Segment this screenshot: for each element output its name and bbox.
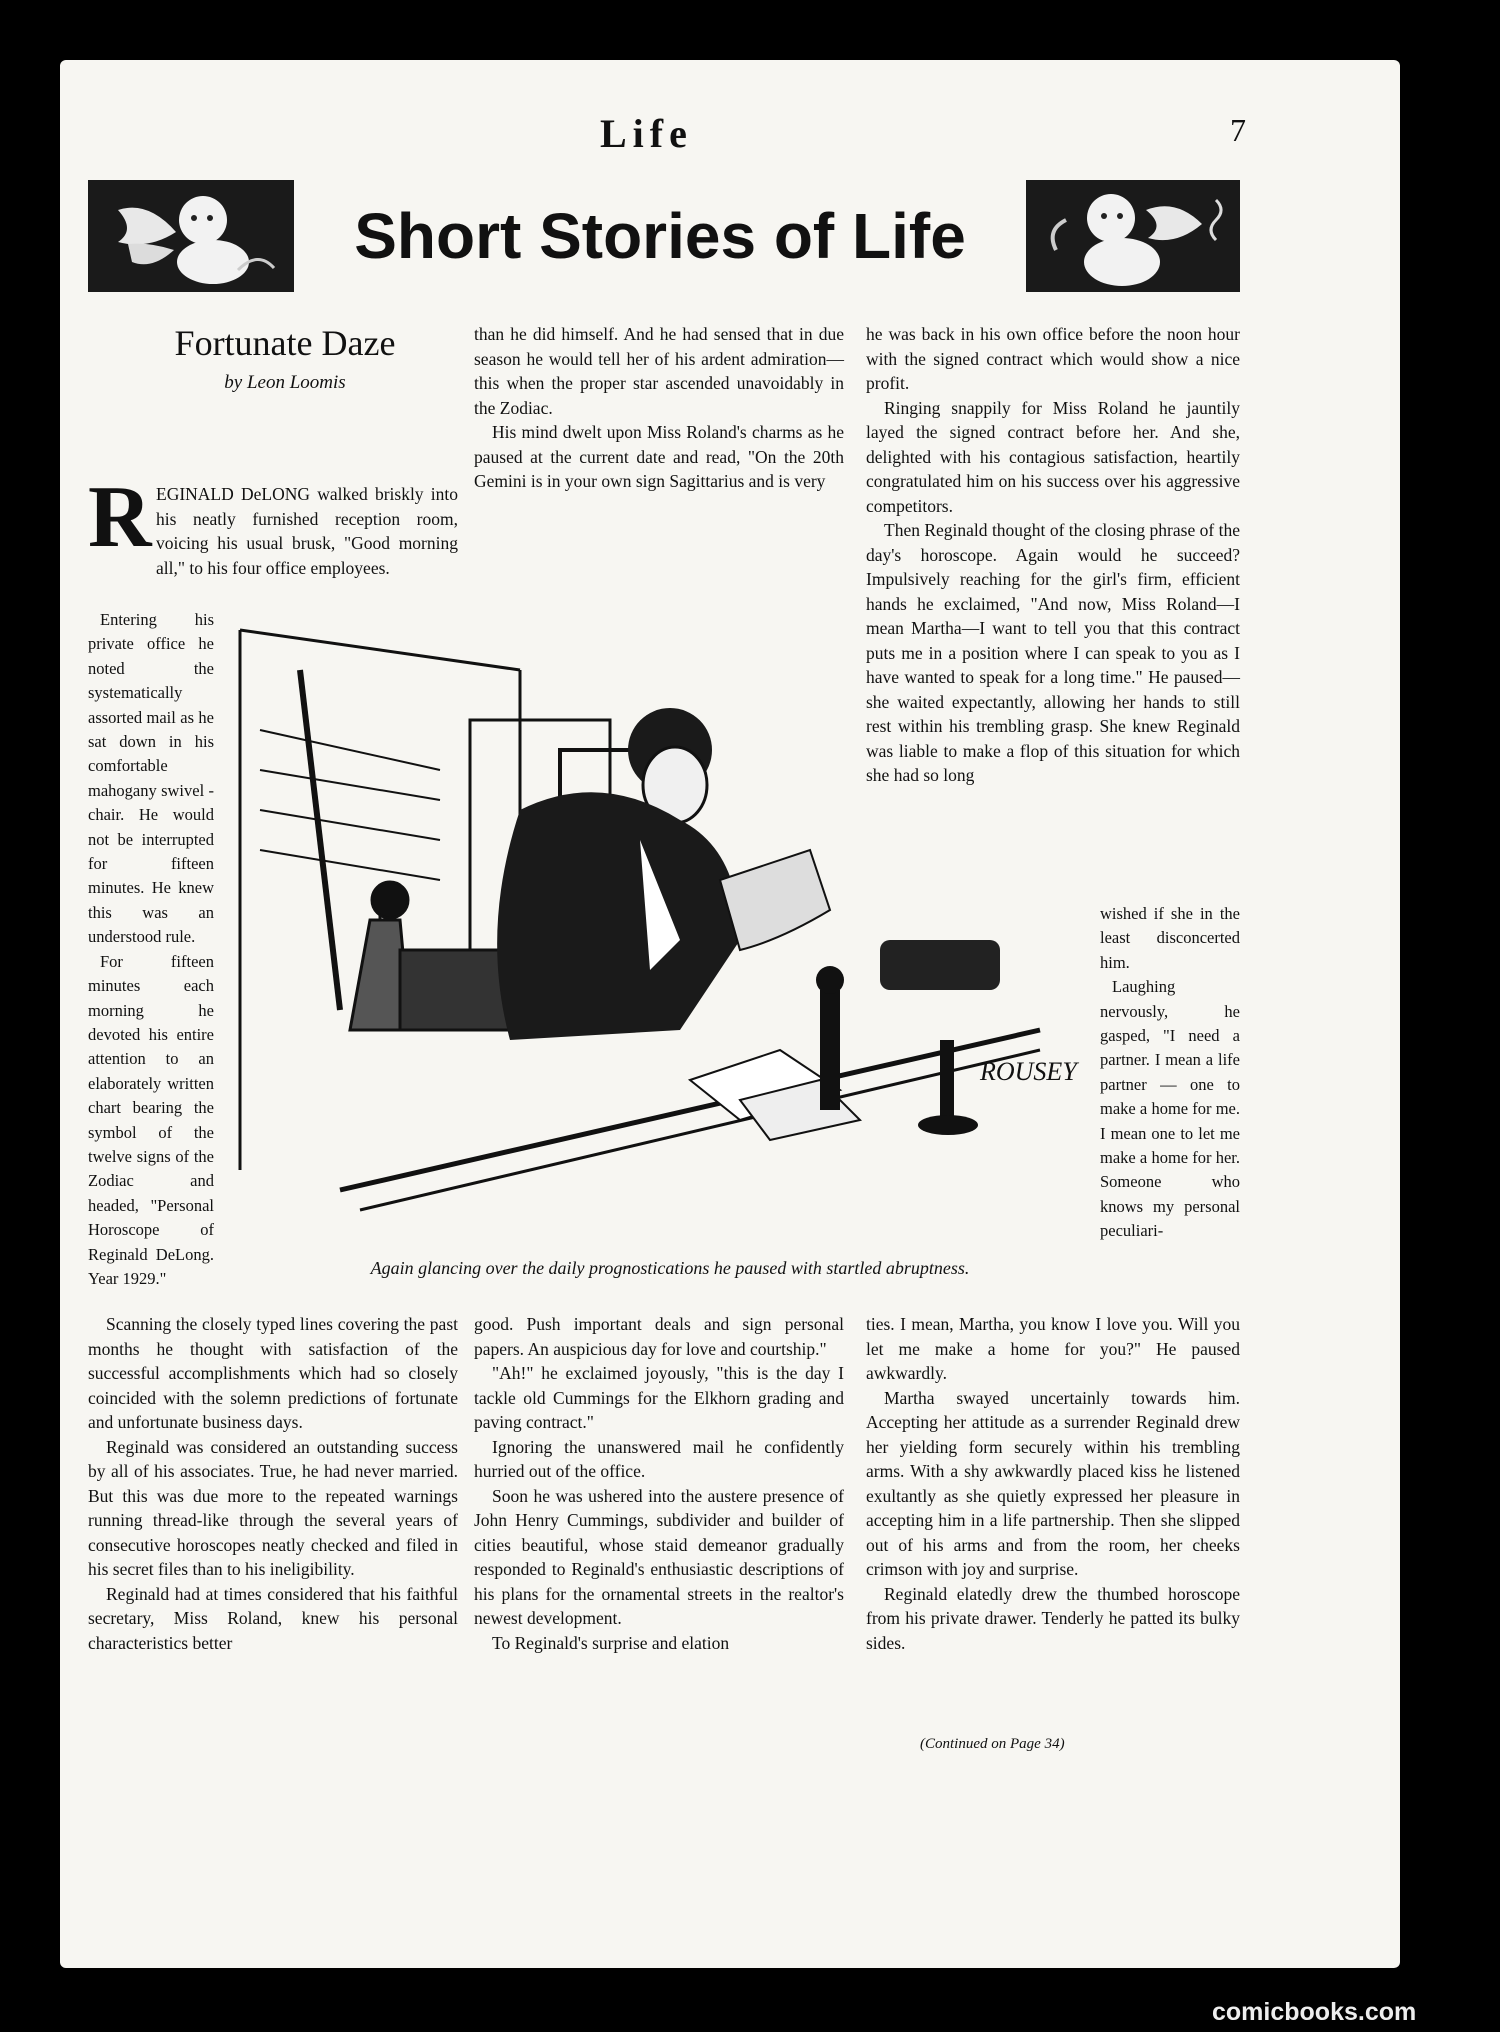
paragraph: Martha swayed uncertainly towards him. Accepting her attitude as a surrender Reginald drew her yielding form securely within his trembling arms. With a shy awkwardly placed kiss he listened exultantly as she quietly expressed her pleasure in accepting him in a life partnership. Then she slipped out of his arms and from the room, her cheeks crimson with joy and surprise.: [866, 1387, 1240, 1579]
paragraph: ties. I mean, Martha, you know I love you. Will you let me make a home for you?" He paused awkwardly.: [866, 1314, 1240, 1383]
opening-paragraph: [156, 482, 458, 580]
paragraph: Soon he was ushered into the austere presence of John Henry Cummings, subdivider and builder of cities beautiful, whose staid demeanor gradually responded to Reginald's enthusiastic descriptions of his plans for the ornamental streets in the realtor's newest development.: [474, 1485, 844, 1628]
paragraph: Reginald elatedly drew the thumbed horoscope from his private drawer. Tenderly he patted its bulky sides.: [866, 1583, 1240, 1653]
paragraph: Reginald was considered an outstanding success by all of his associates. True, he had never married. But this was due more to the repeated warnings running thread-like through the several years of consecutive horoscopes neatly checked and filed in his secret files than to his ineligibility.: [88, 1436, 458, 1579]
paragraph: than he did himself. And he had sensed that in due season he would tell her of his ardent admiration—this when the proper star ascended unavoidably in the Zodiac.: [474, 324, 844, 418]
masthead: Life: [600, 111, 693, 156]
paragraph: Scanning the closely typed lines covering the past months he thought with satisfaction of the successful accomplishments which had so closely coincided with the solemn predictions of fortunate and unfortunate business days.: [88, 1314, 458, 1432]
paragraph: His mind dwelt upon Miss Roland's charms as he paused at the current date and read, "On the 20th Gemini is in your own sign Sagittarius and is very: [474, 422, 844, 491]
column-3-bottom: [866, 1312, 1240, 1655]
paragraph: For fifteen minutes each morning he devoted his entire attention to an elaborately written chart bearing the symbol of the twelve signs of the Zodiac and headed, "Personal Horoscope of Reginald DeLong. Year 1929.": [88, 951, 214, 1288]
drop-cap: R: [88, 469, 152, 566]
cherub-icon: [88, 180, 294, 292]
byline: by Leon Loomis: [224, 372, 346, 393]
paragraph: wished if she in the least disconcerted him.: [1100, 904, 1240, 972]
paragraph: "Ah!" he exclaimed joyously, "this is the day I tackle old Cummings for the Elkhorn grading and paving contract.": [474, 1363, 844, 1432]
opening-text: EGINALD DeLONG walked briskly into his neatly furnished reception room, voicing his usual brusk, "Good morning all," to his four office employees.: [156, 484, 458, 578]
illustration-signature: ROUSEY: [980, 1057, 1077, 1086]
paragraph: Ignoring the unanswered mail he confidently hurried out of the office.: [474, 1436, 844, 1481]
paragraph: Laughing nervously, he gasped, "I need a partner. I mean a life partner — one to make a home for me. I mean one to let me make a home for her. Someone who knows my personal peculiari-: [1100, 977, 1240, 1241]
magazine-page: [60, 60, 1400, 1968]
cherub-icon: [1026, 180, 1240, 292]
illustration-caption: Again glancing over the daily prognostications he paused with startled abruptness.: [370, 1258, 970, 1278]
column-2-top: [474, 322, 844, 494]
paragraph: Then Reginald thought of the closing phrase of the day's horoscope. Again would he succeed? Impulsively reaching for the girl's firm, efficient hands he exclaimed, "And now, Miss Roland—I mean Martha—I want to tell you that this contract puts me in a position where I can speak to you as I have wanted to speak for a long time." He paused—she waited expectantly, allowing her hands to still rest within his trembling grasp. She knew Reginald was liable to make a flop of this situation for which she had so long: [866, 520, 1240, 785]
banner-title: Short Stories of Life: [354, 200, 966, 272]
column-1-bottom: [88, 1312, 458, 1655]
paragraph: To Reginald's surprise and elation: [492, 1632, 730, 1653]
column-3-narrow: [1100, 902, 1240, 1244]
illustration: [220, 610, 1120, 1250]
page-number: 7: [1230, 112, 1246, 148]
paragraph: good. Push important deals and sign personal papers. An auspicious day for love and courtship.": [474, 1314, 844, 1359]
column-1-narrow: [88, 608, 214, 1291]
continued-note: (Continued on Page 34): [920, 1736, 1065, 1752]
story-title: Fortunate Daze: [174, 323, 396, 363]
column-2-bottom: [474, 1312, 844, 1655]
paragraph: Ringing snappily for Miss Roland he jauntily layed the signed contract before her. And she, delighted with his contagious satisfaction, heartily congratulated him on his success over his aggressive competitors.: [866, 397, 1240, 516]
paragraph: Entering his private office he noted the systematically assorted mail as he sat down in his comfortable mahogany swivel - chair. He would not be interrupted for fifteen minutes. He knew this was an understood rule.: [88, 610, 214, 947]
watermark: comicbooks.com: [1212, 1998, 1417, 2026]
paragraph: he was back in his own office before the noon hour with the signed contract which would show a nice profit.: [866, 324, 1240, 393]
paragraph: Reginald had at times considered that his faithful secretary, Miss Roland, knew his personal characteristics better: [88, 1583, 458, 1653]
